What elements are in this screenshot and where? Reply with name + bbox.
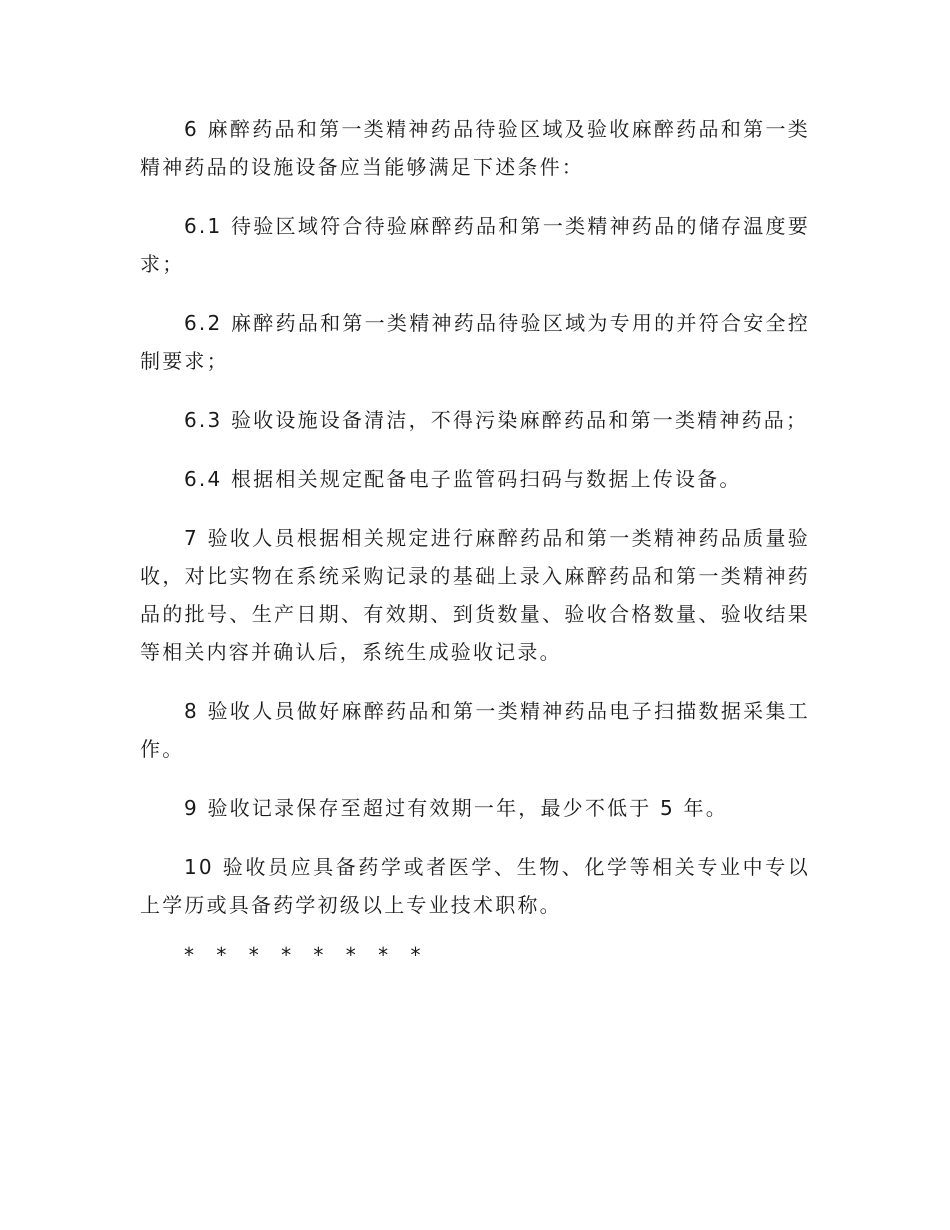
- paragraph-7: 7 验收人员根据相关规定进行麻醉药品和第一类精神药品质量验收，对比实物在系统采购记录的基础上录入麻醉药品和第一类精神药品的批号、生产日期、有效期、到货数量、验收合格数量、验收结果等相关内容并确认后，系统生成验收记录。: [140, 526, 810, 664]
- paragraph-8: 8 验收人员做好麻醉药品和第一类精神药品电子扫描数据采集工作。: [140, 699, 810, 761]
- paragraph-6-4: 6.4 根据相关规定配备电子监管码扫码与数据上传设备。: [184, 467, 742, 491]
- paragraph-6-2: 6.2 麻醉药品和第一类精神药品待验区域为专用的并符合安全控制要求；: [140, 311, 810, 373]
- paragraph-6-1: 6.1 待验区域符合待验麻醉药品和第一类精神药品的储存温度要求；: [140, 214, 810, 276]
- paragraph-6-3: 6.3 验收设施设备清洁，不得污染麻醉药品和第一类精神药品；: [184, 408, 809, 432]
- paragraph-9: 9 验收记录保存至超过有效期一年，最少不低于 5 年。: [184, 796, 728, 820]
- document-body: [140, 110, 810, 974]
- section-separator: * * * * * * * *: [184, 943, 429, 967]
- paragraph-6: 6 麻醉药品和第一类精神药品待验区域及验收麻醉药品和第一类精神药品的设施设备应当能够满足下述条件：: [140, 117, 810, 179]
- paragraph-10: 10 验收员应具备药学或者医学、生物、化学等相关专业中专以上学历或具备药学初级以上专业技术职称。: [140, 855, 810, 917]
